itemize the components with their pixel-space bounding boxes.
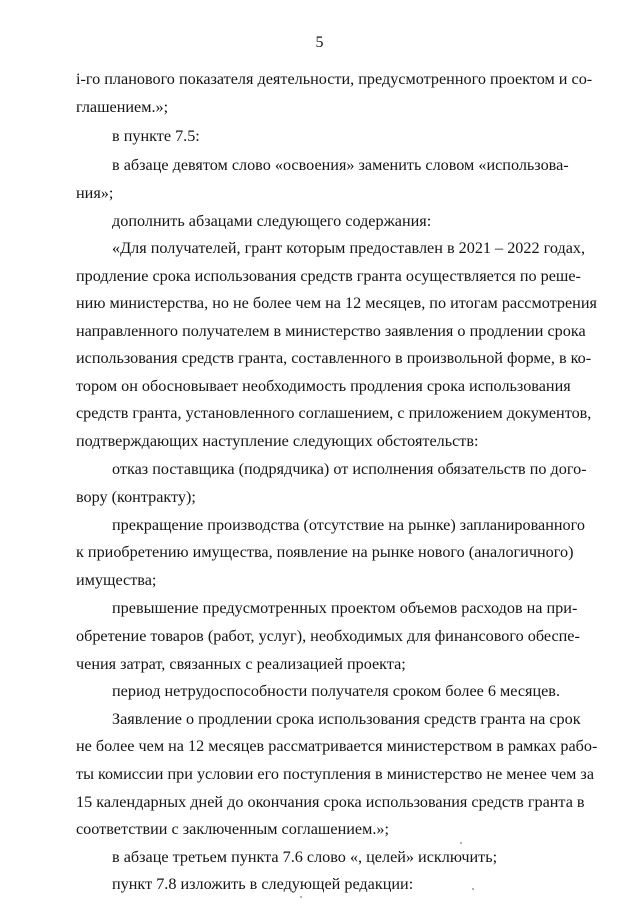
text-line: i-го планового показателя деятельности, предусмотренного проектом и со- (76, 70, 593, 88)
text-line: пункт 7.8 изложить в следующей редакции: (112, 875, 414, 893)
text-line: использования средств гранта, составленного в произвольной форме, в ко- (76, 349, 592, 367)
scan-speck (472, 888, 474, 890)
text-line: прекращение производства (отсутствие на рынке) запланированного (112, 516, 585, 534)
text-line: направленного получателем в министерство заявления о продлении срока (76, 322, 586, 340)
text-line: в абзаце девятом слово «освоения» заменить словом «использова- (112, 156, 569, 174)
text-line: не более чем на 12 месяцев рассматривается министерством в рамках рабо- (76, 737, 598, 755)
text-line: Заявление о продлении срока использования средств гранта на срок (112, 710, 581, 728)
text-line: 15 календарных дней до окончания срока использования средств гранта в (76, 793, 585, 811)
text-line: чения затрат, связанных с реализацией проекта; (76, 655, 406, 673)
text-line: соответствии с заключенным соглашением.»; (76, 820, 389, 838)
page-number: 5 (315, 34, 324, 51)
text-line: ты комиссии при условии его поступления в министерство не менее чем за (76, 765, 594, 783)
text-line: глашением.»; (76, 98, 169, 116)
text-line: тором он обосновывает необходимость продления срока использования (76, 377, 571, 395)
text-line: период нетрудоспособности получателя сроком более 6 месяцев. (112, 682, 561, 700)
scan-speck (300, 896, 302, 898)
text-line: продление срока использования средств гранта осуществляется по реше- (76, 267, 581, 285)
text-line: обретение товаров (работ, услуг), необходимых для финансового обеспе- (76, 627, 580, 645)
text-line: ния»; (76, 184, 114, 202)
text-line: в абзаце третьем пункта 7.6 слово «, целей» исключить; (112, 848, 498, 866)
text-line: в пункте 7.5: (112, 127, 200, 145)
text-line: нию министерства, но не более чем на 12 месяцев, по итогам рассмотрения (76, 294, 597, 312)
text-line: подтверждающих наступление следующих обстоятельств: (76, 432, 479, 450)
text-line: отказ поставщика (подрядчика) от исполнения обязательств по дого- (112, 460, 587, 478)
text-line: «Для получателей, грант которым предоставлен в 2021 – 2022 годах, (112, 239, 586, 257)
text-line: к приобретению имущества, появление на рынке нового (аналогичного) (76, 543, 574, 561)
scan-speck (460, 842, 462, 844)
text-line: превышение предусмотренных проектом объемов расходов на при- (112, 599, 578, 617)
text-line: дополнить абзацами следующего содержания: (112, 212, 432, 230)
text-line: имущества; (76, 571, 157, 589)
text-line: средств гранта, установленного соглашением, с приложением документов, (76, 404, 592, 422)
text-line: вору (контракту); (76, 488, 196, 506)
